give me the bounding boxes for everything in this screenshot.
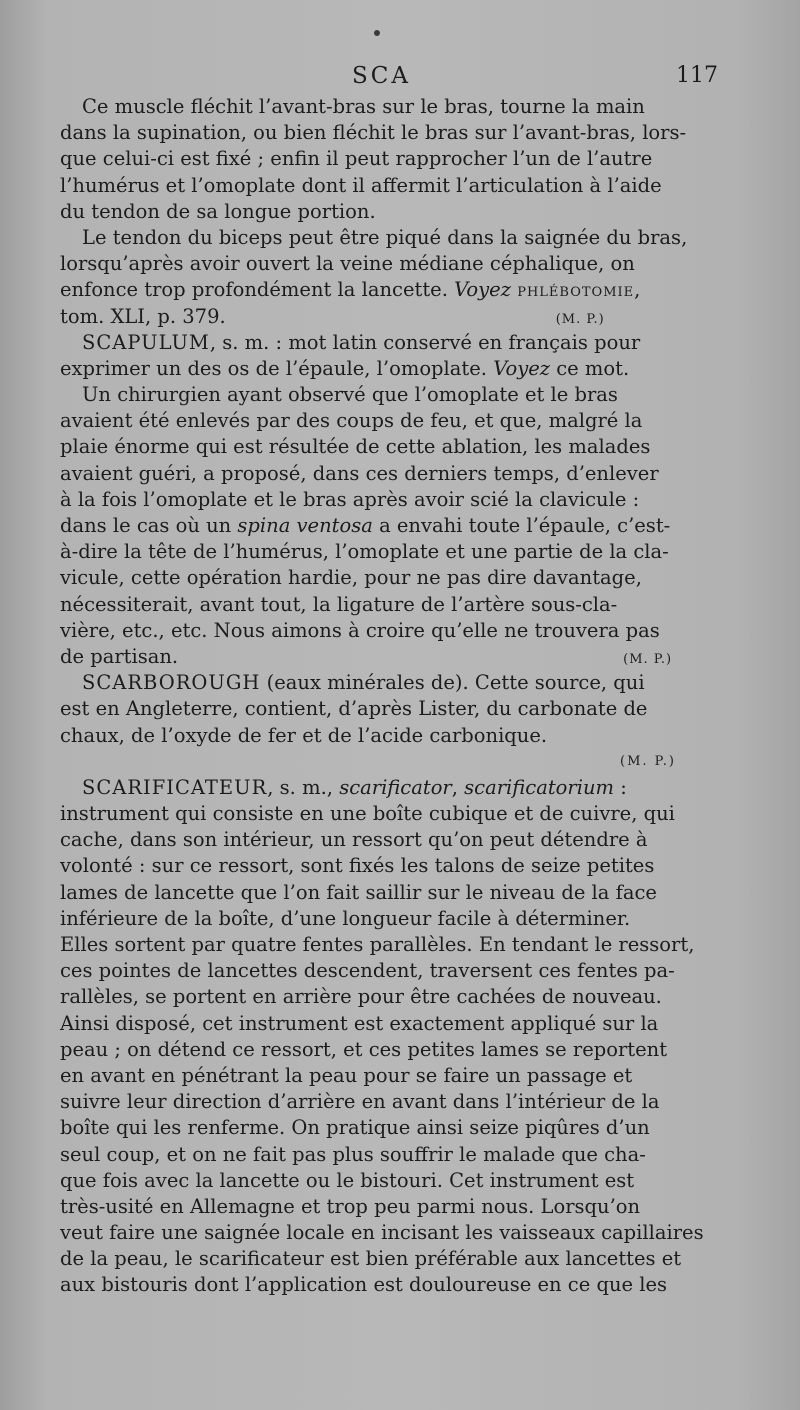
text-line (60, 644, 720, 670)
text-line: lorsqu’après avoir ouvert la veine médiane céphalique, on (60, 252, 635, 276)
text-line: suivre leur direction d’arrière en avant dans l’intérieur de la (60, 1090, 660, 1114)
text-segment: dans le cas où un (60, 514, 232, 537)
entry-line (60, 775, 720, 801)
text-line: est en Angleterre, contient, d’après Lister, du carbonate de (60, 697, 648, 721)
term-italic: spina ventosa (237, 514, 373, 537)
text-line: plaie énorme qui est résultée de cette ablation, les malades (60, 435, 651, 459)
text-segment: (eaux minérales de). Cette source, qui (260, 671, 645, 695)
text-line: Elles sortent par quatre fentes parallèles. En tendant le ressort, (60, 933, 695, 956)
text-segment: ce mot. (556, 356, 630, 380)
page-number: 117 (676, 63, 718, 88)
running-head: SCA (352, 63, 411, 89)
text-line: aux bistouris dont l’application est douloureuse en ce que les (60, 1273, 668, 1297)
entry-line (60, 670, 720, 696)
text-line: cache, dans son intérieur, un ressort qu’on peut détendre à (60, 828, 648, 852)
text-line (60, 513, 720, 539)
entry-line (60, 330, 720, 356)
text-line: Le tendon du biceps peut être piqué dans la saignée du bras, (82, 225, 688, 249)
author-signature: (M. P.) (555, 311, 605, 327)
body-text (60, 94, 720, 1299)
text-segment: : (614, 775, 627, 799)
text-line: ces pointes de lancettes descendent, traversent ces fentes pa- (60, 959, 675, 983)
text-line: instrument qui consiste en une boîte cubique et de cuivre, qui (60, 802, 675, 826)
entry-headword: SCARBOROUGH (82, 671, 261, 695)
text-line: Ce muscle fléchit l’avant-bras sur le bras, tourne la main (82, 95, 645, 118)
cross-reference-italic: Voyez (493, 356, 551, 380)
text-line: l’humérus et l’omoplate dont il affermit l’articulation à l’aide (60, 173, 662, 197)
text-line (60, 356, 720, 382)
text-line: enfonce trop profondément la lancette. Voyez PHLÉBOTOMIE, (60, 278, 641, 302)
text-line: à-dire la tête de l’humérus, l’omoplate et une partie de la cla- (60, 540, 669, 564)
text-line: volonté : sur ce ressort, sont fixés les talons de seize petites (60, 854, 655, 878)
ink-speck (374, 30, 380, 36)
cross-reference-italic: Voyez (454, 278, 511, 302)
text-segment: tom. XLI, p. 379. (60, 304, 226, 328)
text-line: boîte qui les renferme. On pratique ainsi seize piqûres d’un (60, 1116, 650, 1140)
text-segment: exprimer un des os de l’épaule, l’omoplate. (60, 356, 487, 380)
text-line: veut faire une saignée locale en incisant les vaisseaux capillaires (60, 1221, 704, 1245)
text-segment: enfonce trop profondément la lancette. (60, 278, 448, 302)
text-line: du tendon de sa longue portion. (60, 199, 376, 223)
text-line: vicule, cette opération hardie, pour ne pas dire davantage, (60, 566, 642, 590)
text-segment: de partisan. (60, 644, 179, 668)
author-signature: (M. P.) (620, 753, 676, 769)
text-line: rallèles, se portent en arrière pour être cachées de nouveau. (60, 985, 662, 1009)
text-line: Ainsi disposé, cet instrument est exactement appliqué sur la (60, 1011, 659, 1035)
cross-reference-term: PHLÉBOTOMIE (517, 285, 635, 301)
text-line: nécessiterait, avant tout, la ligature de l’artère sous-cla- (60, 592, 618, 616)
text-line: très-usité en Allemagne et trop peu parmi nous. Lorsqu’on (60, 1194, 641, 1218)
text-line (60, 304, 720, 330)
author-signature: (M. P.) (623, 651, 673, 667)
text-line: lames de lancette que l’on fait saillir sur le niveau de la face (60, 880, 657, 904)
text-line: avaient été enlevés par des coups de feu, et que, malgré la (60, 409, 643, 433)
text-line: Un chirurgien ayant observé que l’omoplate et le bras (82, 383, 618, 407)
text-line: que celui-ci est fixé ; enfin il peut rapprocher l’un de l’autre (60, 147, 653, 171)
text-line: dans la supination, ou bien fléchit le bras sur l’avant-bras, lors- (60, 121, 687, 145)
text-segment: a envahi toute l’épaule, c’est- (379, 514, 671, 537)
text-line: de la peau, le scarificateur est bien préférable aux lancettes et (60, 1247, 682, 1271)
term-italic: scarificator (339, 775, 452, 799)
text-line: en avant en pénétrant la peau pour se faire un passage et (60, 1063, 633, 1087)
term-italic: scarificatorium (464, 775, 615, 799)
text-line: avaient guéri, a proposé, dans ces derniers temps, d’enlever (60, 461, 659, 485)
text-line: chaux, de l’oxyde de fer et de l’acide carbonique. (60, 723, 548, 747)
text-line: vière, etc., etc. Nous aimons à croire qu’elle ne trouvera pas (60, 618, 660, 642)
text-line: à la fois l’omoplate et le bras après avoir scié la clavicule : (60, 487, 640, 511)
text-segment: , s. m. : mot latin conservé en français pour (209, 330, 641, 354)
text-segment: , (451, 775, 458, 799)
entry-headword: SCARIFICATEUR (82, 775, 268, 799)
text-line: peau ; on détend ce ressort, et ces petites lames se reportent (60, 1037, 668, 1061)
text-line: seul coup, et on ne fait pas plus souffrir le malade que cha- (60, 1142, 646, 1166)
entry-headword: SCAPULUM (82, 330, 210, 354)
text-line: inférieure de la boîte, d’une longueur facile à déterminer. (60, 906, 631, 930)
text-segment: , s. m., (267, 775, 333, 799)
text-line: que fois avec la lancette ou le bistouri. Cet instrument est (60, 1168, 635, 1192)
